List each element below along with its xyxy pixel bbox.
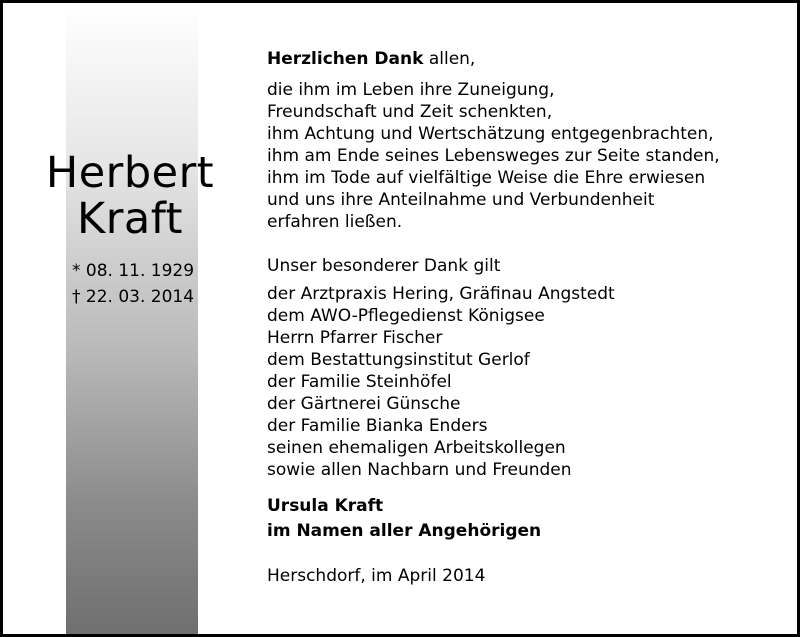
life-dates xyxy=(72,258,194,310)
thanks-line: Freundschaft und Zeit schenkten, xyxy=(267,102,553,122)
thanks-line: ihm Achtung und Wertschätzung entgegenbrachten, xyxy=(267,124,714,144)
thanks-line: erfahren ließen. xyxy=(267,212,403,232)
special-thanks-line: dem AWO-Pflegedienst Königsee xyxy=(267,306,545,326)
thanks-heading-bold: Herzlichen Dank xyxy=(267,49,424,69)
signature-name: Ursula Kraft xyxy=(267,496,384,516)
thanks-line: ihm im Tode auf vielfältige Weise die Ehre erwiesen xyxy=(267,168,706,188)
place-and-date: Herschdorf, im April 2014 xyxy=(267,566,486,586)
special-thanks-line: der Familie Steinhöfel xyxy=(267,372,452,392)
thanks-heading-rest: allen, xyxy=(423,49,476,69)
birth-date: * 08. 11. 1929 xyxy=(72,261,195,281)
gradient-bar xyxy=(66,3,198,634)
thanks-line: und uns ihre Anteilnahme und Verbundenheit xyxy=(267,190,655,210)
special-thanks-intro: Unser besonderer Dank gilt xyxy=(267,256,501,276)
special-thanks-line: seinen ehemaligen Arbeitskollegen xyxy=(267,438,566,458)
last-name: Kraft xyxy=(77,194,183,244)
first-name: Herbert xyxy=(45,148,215,198)
deceased-name xyxy=(0,150,260,242)
special-thanks-line: Herrn Pfarrer Fischer xyxy=(267,328,443,348)
signature-relation: im Namen aller Angehörigen xyxy=(267,521,542,541)
special-thanks-line: der Arztpraxis Hering, Gräfinau Angstedt xyxy=(267,284,615,304)
special-thanks-line: der Gärtnerei Günsche xyxy=(267,394,461,414)
special-thanks-line: dem Bestattungsinstitut Gerlof xyxy=(267,350,530,370)
death-date: † 22. 03. 2014 xyxy=(72,287,195,307)
thanks-line: die ihm im Leben ihre Zuneigung, xyxy=(267,80,555,100)
thanks-line: ihm am Ende seines Lebensweges zur Seite standen, xyxy=(267,146,720,166)
thanks-heading xyxy=(267,49,475,69)
special-thanks-line: sowie allen Nachbarn und Freunden xyxy=(267,460,572,480)
special-thanks-line: der Familie Bianka Enders xyxy=(267,416,488,436)
